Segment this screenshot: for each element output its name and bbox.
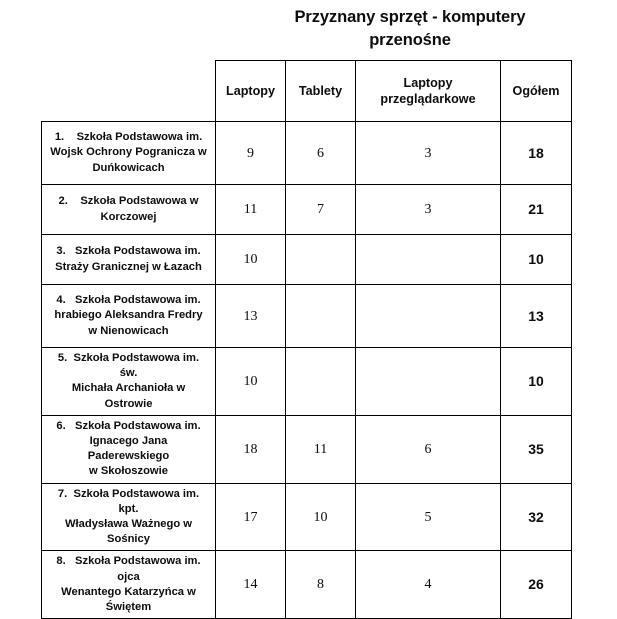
school-name-cell xyxy=(42,185,216,235)
cell-total: 35 xyxy=(501,415,572,483)
table-row xyxy=(42,415,572,483)
cell-laptops: 10 xyxy=(216,348,286,416)
school-name-line-2: Władysława Ważnego w Sośnicy xyxy=(64,518,193,546)
table-corner-cell xyxy=(42,61,216,122)
table-row xyxy=(42,185,572,235)
school-index: 1. xyxy=(54,131,65,144)
column-header-laptops: Laptopy xyxy=(216,61,286,122)
school-name-cell xyxy=(42,285,216,348)
cell-laptops: 13 xyxy=(216,285,286,348)
school-name-line-2: Wenantego Katarzyńca w xyxy=(61,585,196,598)
cell-total: 10 xyxy=(501,235,572,285)
table-header-row xyxy=(42,61,572,122)
cell-laptops: 14 xyxy=(216,551,286,619)
cell-tablets: 8 xyxy=(286,551,356,619)
page-title xyxy=(210,6,610,52)
page-title-line-1: Przyznany sprzęt - komputery xyxy=(294,8,526,26)
table-header xyxy=(42,61,572,122)
cell-total: 13 xyxy=(501,285,572,348)
cell-browser-laptops xyxy=(356,285,501,348)
table-row xyxy=(42,285,572,348)
cell-laptops: 10 xyxy=(216,235,286,285)
school-name-line-2: Korczowej xyxy=(100,210,157,223)
cell-browser-laptops: 3 xyxy=(356,185,501,235)
school-name-line-3: w Skołoszowie xyxy=(89,465,168,478)
cell-laptops: 17 xyxy=(216,483,286,551)
table-row xyxy=(42,235,572,285)
table-row xyxy=(42,122,572,185)
school-name-line-1: Szkoła Podstawowa im. xyxy=(76,131,203,144)
school-name-line-3: w Nienowicach xyxy=(88,324,169,337)
cell-browser-laptops: 6 xyxy=(356,415,501,483)
school-index: 3. xyxy=(56,245,66,258)
school-name-line-1: Szkoła Podstawowa im. xyxy=(75,294,201,307)
school-name-line-1: Szkoła Podstawowa im. kpt. xyxy=(73,487,200,515)
school-name-line-2: Wojsk Ochrony Pogranicza w xyxy=(50,146,207,159)
table-row xyxy=(42,551,572,619)
table-row xyxy=(42,348,572,416)
column-header-total: Ogółem xyxy=(501,61,572,122)
cell-browser-laptops xyxy=(356,235,501,285)
school-name-cell xyxy=(42,551,216,619)
table-row xyxy=(42,483,572,551)
school-name-line-3: Świętem xyxy=(105,601,152,614)
column-header-browser-laptops xyxy=(356,61,501,122)
cell-tablets: 11 xyxy=(286,415,356,483)
cell-browser-laptops: 4 xyxy=(356,551,501,619)
cell-tablets: 10 xyxy=(286,483,356,551)
school-name-line-1: Szkoła Podstawowa w xyxy=(80,195,199,208)
school-index: 5. xyxy=(57,352,68,364)
school-name-cell xyxy=(42,483,216,551)
school-index: 6. xyxy=(56,419,66,432)
cell-browser-laptops xyxy=(356,348,501,416)
table-body xyxy=(42,122,572,619)
school-name-line-2: Straży Granicznej w Łazach xyxy=(55,260,202,273)
cell-laptops: 18 xyxy=(216,415,286,483)
school-name-cell xyxy=(42,122,216,185)
cell-laptops: 9 xyxy=(216,122,286,185)
school-name-line-1: Szkoła Podstawowa im. xyxy=(75,419,201,432)
cell-tablets xyxy=(286,285,356,348)
school-name-line-3: Duńkowicach xyxy=(92,161,165,174)
column-header-browser-laptops-line-1: Laptopy xyxy=(403,76,453,90)
cell-total: 10 xyxy=(501,348,572,416)
cell-tablets xyxy=(286,348,356,416)
school-name-line-1: Szkoła Podstawowa im. xyxy=(75,245,201,258)
school-index: 7. xyxy=(57,487,68,500)
school-name-line-2: Michała Archanioła w Ostrowie xyxy=(71,382,186,410)
school-name-cell xyxy=(42,415,216,483)
cell-total: 26 xyxy=(501,551,572,619)
school-name-cell xyxy=(42,235,216,285)
cell-tablets: 6 xyxy=(286,122,356,185)
school-index: 2. xyxy=(58,195,68,208)
cell-tablets xyxy=(286,235,356,285)
cell-total: 32 xyxy=(501,483,572,551)
equipment-table xyxy=(41,60,572,619)
cell-total: 18 xyxy=(501,122,572,185)
cell-browser-laptops: 3 xyxy=(356,122,501,185)
school-name-line-1: Szkoła Podstawowa im. św. xyxy=(73,352,200,380)
cell-total: 21 xyxy=(501,185,572,235)
school-name-line-2: hrabiego Aleksandra Fredry xyxy=(54,309,203,322)
column-header-browser-laptops-line-2: przeglądarkowe xyxy=(380,92,476,106)
page-title-line-2: przenośne xyxy=(369,31,451,49)
school-index: 8. xyxy=(56,555,66,568)
cell-laptops: 11 xyxy=(216,185,286,235)
cell-tablets: 7 xyxy=(286,185,356,235)
school-name-line-1: Szkoła Podstawowa im. ojca xyxy=(75,555,201,583)
school-name-line-2: Ignacego Jana Paderewskiego xyxy=(87,435,170,463)
cell-browser-laptops: 5 xyxy=(356,483,501,551)
column-header-tablets: Tablety xyxy=(286,61,356,122)
school-index: 4. xyxy=(56,294,66,307)
school-name-cell xyxy=(42,348,216,416)
